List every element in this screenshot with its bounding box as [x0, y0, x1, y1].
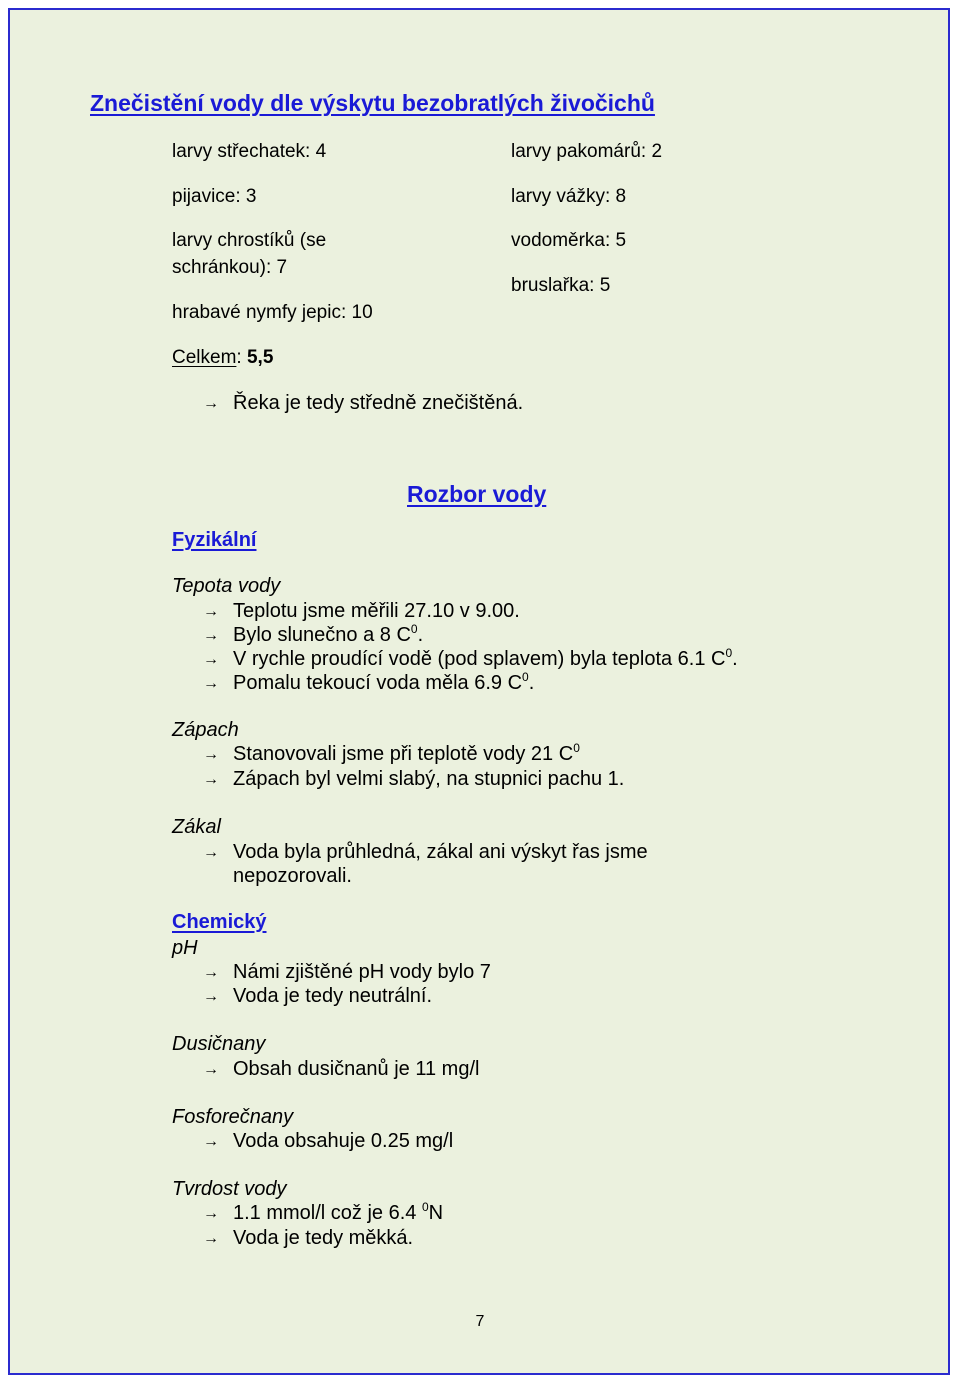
section-chemicky: Chemický: [172, 911, 267, 933]
caption-fosforecnany: Fosforečnany: [172, 1106, 294, 1128]
organism-item: larvy chrostíků (se: [172, 230, 327, 251]
bullet: [203, 1201, 443, 1226]
page-number: 7: [475, 1313, 485, 1330]
organism-item: larvy střechatek: 4: [172, 141, 327, 162]
arrow-icon: →: [203, 651, 219, 668]
superscript: 0: [421, 1200, 429, 1214]
arrow-icon: →: [203, 627, 219, 644]
organism-item: hrabavé nymfy jepic: 10: [172, 302, 373, 323]
section-fyzikalni: Fyzikální: [172, 529, 257, 551]
superscript: 0: [410, 622, 418, 636]
organism-item: larvy vážky: 8: [511, 186, 627, 207]
bullet: [203, 840, 648, 865]
arrow-icon: →: [203, 844, 219, 861]
bullet: [203, 984, 432, 1009]
bullet: [203, 671, 534, 696]
bullet-text: Voda je tedy neutrální.: [233, 985, 433, 1007]
arrow-icon: →: [203, 1133, 219, 1150]
organism-item: vodoměrka: 5: [511, 230, 627, 251]
bullet: [203, 1226, 413, 1251]
bullet-text: Bylo slunečno a 8 C: [233, 624, 411, 646]
bullet-text: Námi zjištěné pH vody bylo 7: [233, 961, 491, 983]
bullet-text: Stanovovali jsme při teplotě vody 21 C: [233, 743, 574, 765]
total-line: [172, 344, 273, 371]
caption-zakal: Zákal: [172, 816, 221, 838]
bullet-text: Obsah dusičnanů je 11 mg/l: [233, 1058, 480, 1080]
arrow-icon: →: [203, 1061, 219, 1078]
bullet: [203, 1129, 453, 1154]
arrow-icon: →: [203, 1205, 219, 1222]
organism-item: larvy pakomárů: 2: [511, 141, 663, 162]
period: .: [417, 624, 424, 646]
total-label: Celkem: [172, 347, 237, 368]
arrow-icon: →: [203, 746, 219, 763]
bullet: [203, 742, 580, 767]
caption-zapach: Zápach: [172, 719, 239, 741]
bullet-text: V rychle proudící vodě (pod splavem) byla teplota 6.1 C: [233, 648, 726, 670]
arrow-icon: →: [203, 964, 219, 981]
arrow-icon: →: [203, 771, 219, 788]
bullet: [203, 767, 624, 792]
bullet: [203, 599, 520, 624]
bullet-continuation: nepozorovali.: [233, 865, 352, 887]
period: .: [528, 672, 535, 694]
arrow-icon: →: [203, 603, 219, 620]
bullet: [203, 1057, 479, 1082]
bullet-text: 1.1 mmol/l což je 6.4: [233, 1202, 422, 1224]
caption-dusicnany: Dusičnany: [172, 1033, 266, 1055]
bullet-text: Teplotu jsme měřili 27.10 v 9.00.: [233, 600, 520, 622]
total-value: 5,5: [246, 347, 274, 368]
total-colon: :: [236, 347, 242, 368]
bullet-text: Zápach byl velmi slabý, na stupnici pachu 1.: [233, 768, 625, 790]
superscript: 0: [573, 741, 580, 755]
arrow-icon: →: [203, 988, 219, 1005]
caption-ph: pH: [172, 937, 198, 959]
caption-tvrdost: Tvrdost vody: [172, 1178, 287, 1200]
bullet-text: Voda je tedy měkká.: [233, 1227, 414, 1249]
bullet: [203, 623, 423, 648]
organism-item: pijavice: 3: [172, 186, 257, 207]
superscript: 0: [725, 646, 733, 660]
period: .: [732, 648, 738, 670]
organism-item: bruslařka: 5: [511, 275, 611, 296]
heading-rozbor: Rozbor vody: [407, 481, 547, 507]
heading-bezobratli: Znečistění vody dle výskytu bezobratlých živočichů: [90, 90, 655, 116]
superscript: 0: [522, 670, 529, 684]
bullet-text: Voda byla průhledná, zákal ani výskyt řas jsme: [233, 841, 648, 863]
bullet-text: Pomalu tekoucí voda měla 6.9 C: [233, 672, 523, 694]
organism-item: schránkou): 7: [172, 257, 288, 278]
bullet: [203, 647, 738, 672]
arrow-icon: →: [203, 675, 219, 692]
unit-text: N: [428, 1202, 444, 1224]
conclusion-text: Řeka je tedy středně znečištěná.: [233, 392, 524, 414]
bullet-text: Voda obsahuje 0.25 mg/l: [233, 1130, 454, 1152]
caption-tepota: Tepota vody: [172, 575, 281, 597]
arrow-icon: →: [203, 395, 219, 412]
arrow-icon: →: [203, 1230, 219, 1247]
conclusion-bullet: [203, 391, 523, 416]
bullet: [203, 960, 491, 985]
